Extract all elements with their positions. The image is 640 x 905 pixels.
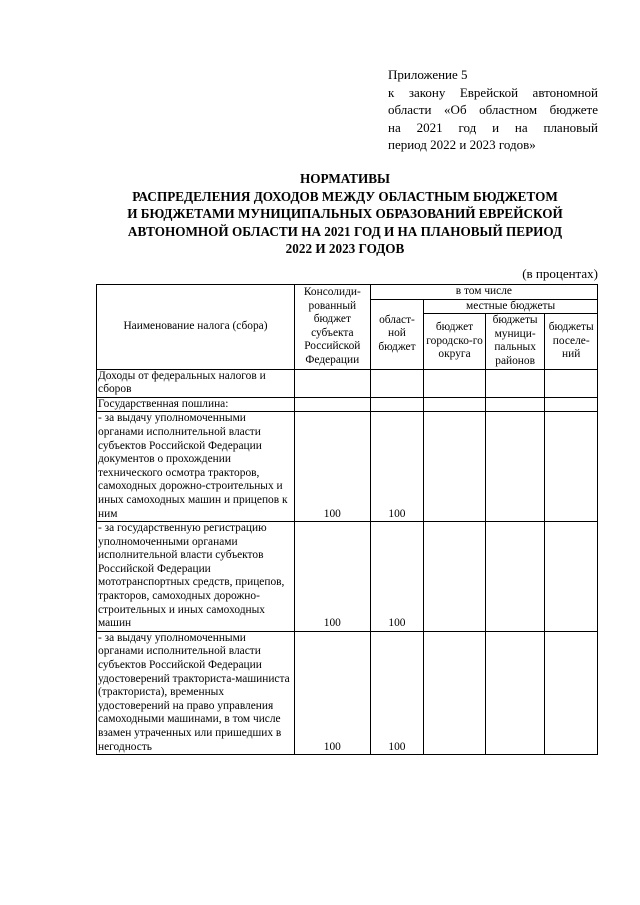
cell-regional <box>370 369 424 397</box>
header-city-district: бюджет городско-го округа <box>424 314 486 369</box>
header-regional: област-ной бюджет <box>370 299 424 369</box>
cell-city <box>424 522 486 632</box>
cell-municipal <box>485 522 545 632</box>
cell-city <box>424 412 486 522</box>
cell-consolidated: 100 <box>294 412 370 522</box>
appendix-line: к закону Еврейской автономной <box>388 84 598 100</box>
header-local-budgets: местные бюджеты <box>424 299 598 314</box>
cell-settlements <box>545 412 598 522</box>
title-line: 2022 И 2023 ГОДОВ <box>285 241 405 257</box>
header-consolidated: Консолиди-рованный бюджет субъекта Российской Федерации <box>294 285 370 370</box>
row-name: - за выдачу уполномоченными органами исполнительной власти субъектов Российской Федерации удостоверений тракториста-машиниста (тракториста), временных удостоверений на право управления самоходными машинами, в том числе взамен утраченных или пришедших в негодность <box>97 631 295 754</box>
header-name: Наименование налога (сбора) <box>97 285 295 370</box>
appendix-line: период 2022 и 2023 годов» <box>388 137 536 152</box>
title-line: И БЮДЖЕТАМИ МУНИЦИПАЛЬНЫХ ОБРАЗОВАНИЙ ЕВРЕЙСКОЙ <box>127 206 563 222</box>
header-municipal-districts: бюджеты муници-пальных районов <box>485 314 545 369</box>
table-row <box>97 412 598 522</box>
document-title <box>90 170 600 258</box>
header-including: в том числе <box>370 285 597 300</box>
cell-municipal <box>485 631 545 754</box>
cell-city <box>424 397 486 412</box>
cell-settlements <box>545 369 598 397</box>
cell-settlements <box>545 397 598 412</box>
row-name: Доходы от федеральных налогов и сборов <box>97 369 295 397</box>
cell-consolidated <box>294 369 370 397</box>
table-row <box>97 397 598 412</box>
cell-municipal <box>485 412 545 522</box>
cell-regional: 100 <box>370 522 424 632</box>
cell-city <box>424 369 486 397</box>
cell-regional <box>370 397 424 412</box>
units-label: (в процентах) <box>522 266 598 281</box>
row-name: - за государственную регистрацию уполномоченными органами исполнительной власти субъектов Российской Федерации мототранспортных средств, прицепов, тракторов, самоходных дорожно-строительных и иных самоходных машин <box>97 522 295 632</box>
cell-municipal <box>485 369 545 397</box>
title-line: НОРМАТИВЫ <box>300 171 390 186</box>
table-row <box>97 522 598 632</box>
appendix-line: Приложение 5 <box>388 67 468 82</box>
appendix-note <box>388 66 598 154</box>
tax-distribution-table <box>96 284 598 755</box>
table-row <box>97 369 598 397</box>
title-line: АВТОНОМНОЙ ОБЛАСТИ НА 2021 ГОД И НА ПЛАНОВЫЙ ПЕРИОД <box>127 223 563 239</box>
cell-city <box>424 631 486 754</box>
cell-consolidated: 100 <box>294 522 370 632</box>
header-settlements: бюджеты поселе-ний <box>545 314 598 369</box>
cell-regional: 100 <box>370 631 424 754</box>
appendix-line: области «Об областном бюджете <box>388 102 598 117</box>
cell-settlements <box>545 522 598 632</box>
cell-consolidated: 100 <box>294 631 370 754</box>
title-line: РАСПРЕДЕЛЕНИЯ ДОХОДОВ МЕЖДУ ОБЛАСТНЫМ БЮДЖЕТОМ <box>132 188 558 204</box>
table-row <box>97 631 598 754</box>
cell-settlements <box>545 631 598 754</box>
row-name: - за выдачу уполномоченными органами исполнительной власти субъектов Российской Федерации документов о прохождении технического осмотра тракторов, самоходных дорожно-строительных и иных самоходных машин и прицепов к ним <box>97 412 295 522</box>
cell-consolidated <box>294 397 370 412</box>
cell-regional: 100 <box>370 412 424 522</box>
appendix-line: на 2021 год и на плановый <box>388 119 598 135</box>
row-name: Государственная пошлина: <box>97 397 295 412</box>
cell-municipal <box>485 397 545 412</box>
